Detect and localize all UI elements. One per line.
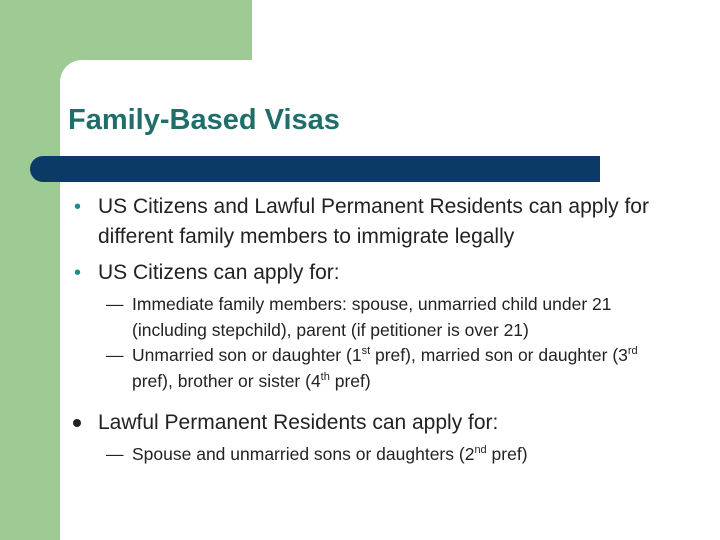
- green-side-strip: [0, 0, 60, 540]
- text-run: pref), married son or daughter (3: [370, 345, 628, 365]
- slide-title: Family-Based Visas: [68, 104, 340, 136]
- bullet-item: [72, 408, 682, 438]
- dash-marker: —: [106, 444, 124, 464]
- bullet-dot-icon: [73, 419, 81, 427]
- text-run: pref): [329, 370, 371, 391]
- text-run: Spouse and unmarried sons or daughters (2: [132, 444, 475, 464]
- bullet-item: [72, 192, 682, 252]
- bullet-marker: •: [74, 262, 82, 284]
- sub-bullet-text: [132, 444, 528, 464]
- ordinal-suffix: rd: [627, 345, 638, 358]
- text-run: pref), brother or sister (4: [132, 370, 321, 391]
- dash-marker: —: [106, 294, 124, 314]
- text-run: Unmarried son or daughter (1: [132, 345, 362, 365]
- sub-bullet-list: [72, 292, 682, 394]
- sub-bullet-item: [72, 343, 682, 394]
- bullet-text: US Citizens and Lawful Permanent Residents can apply for different family members to immigrate legally: [98, 195, 649, 248]
- sub-bullet-text: Immediate family members: spouse, unmarried child under 21 (including stepchild), parent (if petitioner is over 21): [132, 294, 612, 340]
- bullet-marker: •: [74, 196, 82, 218]
- sub-bullet-item: [72, 292, 682, 343]
- dash-marker: —: [106, 345, 124, 365]
- bullet-text: Lawful Permanent Residents can apply for:: [98, 411, 499, 434]
- sub-bullet-text: [132, 345, 638, 391]
- title-underline-bar: [30, 156, 600, 182]
- sub-bullet-list: [72, 442, 682, 468]
- slide-content: [72, 192, 682, 482]
- text-run: pref): [486, 444, 528, 464]
- ordinal-suffix: st: [361, 345, 371, 358]
- ordinal-suffix: nd: [474, 444, 487, 457]
- bullet-text: US Citizens can apply for:: [98, 261, 340, 284]
- sub-bullet-item: [72, 442, 682, 468]
- bullet-item: [72, 258, 682, 288]
- ordinal-suffix: th: [320, 370, 330, 383]
